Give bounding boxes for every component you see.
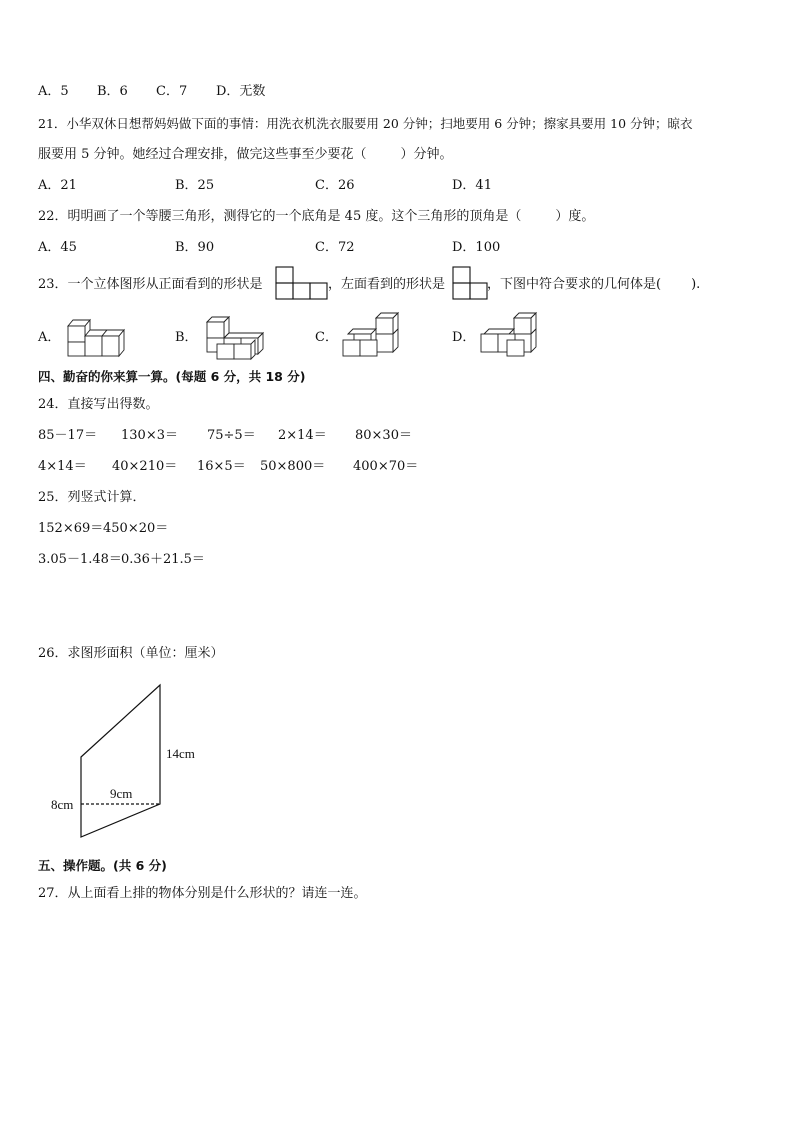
q23-option-a-cubes [66,314,136,358]
front-view-figure [275,266,329,300]
q23-option-c-cubes [340,312,406,358]
q22-option-b: B．90 [175,240,215,255]
q24-r2-c2: 40×210＝ [112,459,178,474]
q21-text-line2-b: ）分钟。 [400,147,453,162]
q24-r2-c4: 50×800＝ [260,459,326,474]
q23-text-c-inner: ，下图中符合要求的几何体是( [487,277,662,292]
q25-r2-c2: 0.36＋21.5＝ [121,552,205,567]
q22-option-c: C．72 [315,240,355,255]
q24-r2-c1: 4×14＝ [38,459,87,474]
q20-option-a: A．5 [38,84,69,99]
q24-r1-c2: 130×3＝ [121,428,178,443]
q20-option-d: D．无数 [216,84,266,99]
q23-text-a: 23．一个立体图形从正面看到的形状是 [38,277,263,292]
section4-title: 四、勤奋的你来算一算。(每题 6 分，共 18 分) [38,369,306,384]
q21-text-line2-a: 服要用 5 分钟。她经过合理安排，做完这些事至少要花（ [38,147,367,162]
q22-option-d: D．100 [452,240,501,255]
q23-option-d-label: D． [452,330,476,345]
label-9cm: 9cm [110,786,133,801]
q24-r1-c5: 80×30＝ [355,428,412,443]
q25-r1-c2: 450×20＝ [103,521,169,536]
q23-option-b-cubes [203,314,273,360]
q23-option-c-label: C． [315,330,338,345]
q24-title: 24．直接写出得数。 [38,397,159,412]
q23-text-c [487,277,700,293]
q20-option-b: B．6 [97,84,128,99]
label-14cm: 14cm [166,746,195,761]
q20-option-c: C．7 [156,84,188,99]
q24-r2-c5: 400×70＝ [353,459,419,474]
left-view-figure [452,266,488,300]
q27-title: 27．从上面看上排的物体分别是什么形状的？请连一连。 [38,886,367,901]
q23-text-d: ). [691,277,701,292]
q21-option-b: B．25 [175,178,215,193]
q21-option-c: C．26 [315,178,355,193]
q23-option-b-label: B． [175,330,198,345]
label-8cm: 8cm [51,797,74,812]
q22-option-a: A．45 [38,240,77,255]
q22-text-a: 22．明明画了一个等腰三角形，测得它的一个底角是 45 度。这个三角形的顶角是（ [38,209,522,224]
q22-text [38,209,594,225]
q25-r2-c1: 3.05－1.48＝ [38,552,122,567]
trapezoid-outline [81,685,160,837]
q24-r1-c3: 75÷5＝ [207,428,256,443]
q21-text-line1: 21．小华双休日想帮妈妈做下面的事情：用洗衣机洗衣服要用 20 分钟；扫地要用 6 分钟；擦家具要用 10 分钟；晾衣 [38,116,693,131]
q24-r1-c1: 85－17＝ [38,428,98,443]
q23-option-a-label: A． [38,330,61,345]
q24-r1-c4: 2×14＝ [278,428,327,443]
q25-r1-c1: 152×69＝ [38,521,104,536]
q23-option-d-cubes [478,312,542,358]
q21-option-a: A．21 [38,178,77,193]
q23-text-b: ，左面看到的形状是 [328,277,446,292]
q25-title: 25．列竖式计算． [38,490,146,505]
q21-option-d: D．41 [452,178,492,193]
q22-text-b: ）度。 [555,209,595,224]
trapezoid-figure [48,680,218,842]
q26-title: 26．求图形面积（单位：厘米） [38,646,224,661]
q24-r2-c3: 16×5＝ [197,459,246,474]
q21-text-line2 [38,147,453,163]
section5-title: 五、操作题。(共 6 分) [38,858,167,873]
